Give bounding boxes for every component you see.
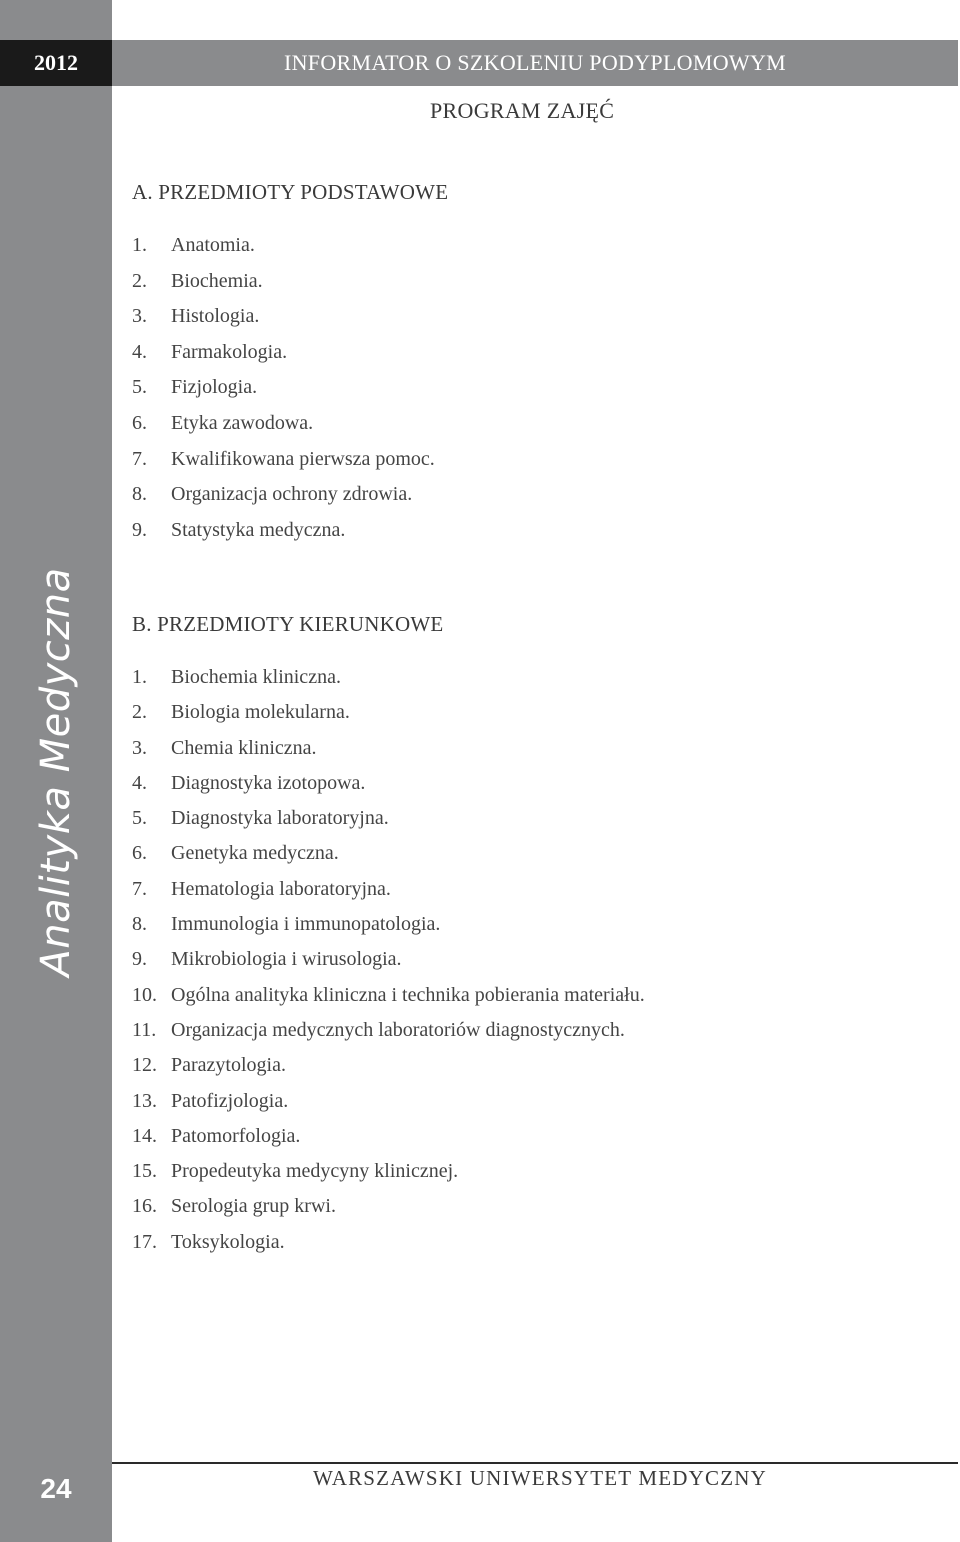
- list-item: 11. Organizacja medycznych laboratoriów diagnostycznych.: [132, 1018, 625, 1041]
- list-item: 8. Immunologia i immunopatologia.: [132, 913, 441, 936]
- sidebar-vertical-label: Analityka Medyczna: [33, 567, 79, 977]
- footer-divider: [112, 1462, 958, 1464]
- list-item: 10. Ogólna analityka kliniczna i technika pobierania materiału.: [132, 983, 645, 1006]
- list-item: 7. Hematologia laboratoryjna.: [132, 877, 391, 900]
- section-a-heading: A. PRZEDMIOTY PODSTAWOWE: [132, 180, 449, 204]
- list-item: 5. Fizjologia.: [132, 376, 258, 399]
- footer-university-name: WARSZAWSKI UNIWERSYTET MEDYCZNY: [313, 1466, 767, 1490]
- list-item: 6. Etyka zawodowa.: [132, 411, 314, 434]
- list-item: 3. Chemia kliniczna.: [132, 736, 317, 759]
- list-item: 5. Diagnostyka laboratoryjna.: [132, 807, 389, 830]
- list-item: 14. Patomorfologia.: [132, 1124, 301, 1147]
- page-title: PROGRAM ZAJĘĆ: [430, 98, 615, 123]
- header-title: INFORMATOR O SZKOLENIU PODYPLOMOWYM: [112, 40, 958, 86]
- list-item: 3. Histologia.: [132, 305, 260, 328]
- list-item: 1. Biochemia kliniczna.: [132, 666, 341, 688]
- list-item: 16. Serologia grup krwi.: [132, 1195, 336, 1218]
- list-item: 4. Farmakologia.: [132, 340, 288, 363]
- list-item: 4. Diagnostyka izotopowa.: [132, 771, 366, 794]
- list-item: 8. Organizacja ochrony zdrowia.: [132, 483, 413, 506]
- list-item: 15. Propedeutyka medycyny klinicznej.: [132, 1160, 459, 1183]
- list-item: 9. Statystyka medyczna.: [132, 518, 346, 541]
- section-b-heading: B. PRZEDMIOTY KIERUNKOWE: [132, 612, 444, 636]
- list-item: 2. Biologia molekularna.: [132, 701, 350, 724]
- list-item: 9. Mikrobiologia i wirusologia.: [132, 948, 402, 971]
- page-number: 24: [40, 1473, 72, 1504]
- section-b-list: [132, 660, 645, 1260]
- list-item: 1. Anatomia.: [132, 234, 255, 256]
- list-item: 2. Biochemia.: [132, 269, 263, 292]
- list-item: 7. Kwalifikowana pierwsza pomoc.: [132, 447, 435, 470]
- list-item: 6. Genetyka medyczna.: [132, 842, 339, 865]
- list-item: 17. Toksykologia.: [132, 1230, 285, 1253]
- section-a-list: [132, 228, 435, 548]
- list-item: 12. Parazytologia.: [132, 1054, 286, 1077]
- list-item: 13. Patofizjologia.: [132, 1089, 289, 1112]
- year-badge: 2012: [0, 40, 112, 86]
